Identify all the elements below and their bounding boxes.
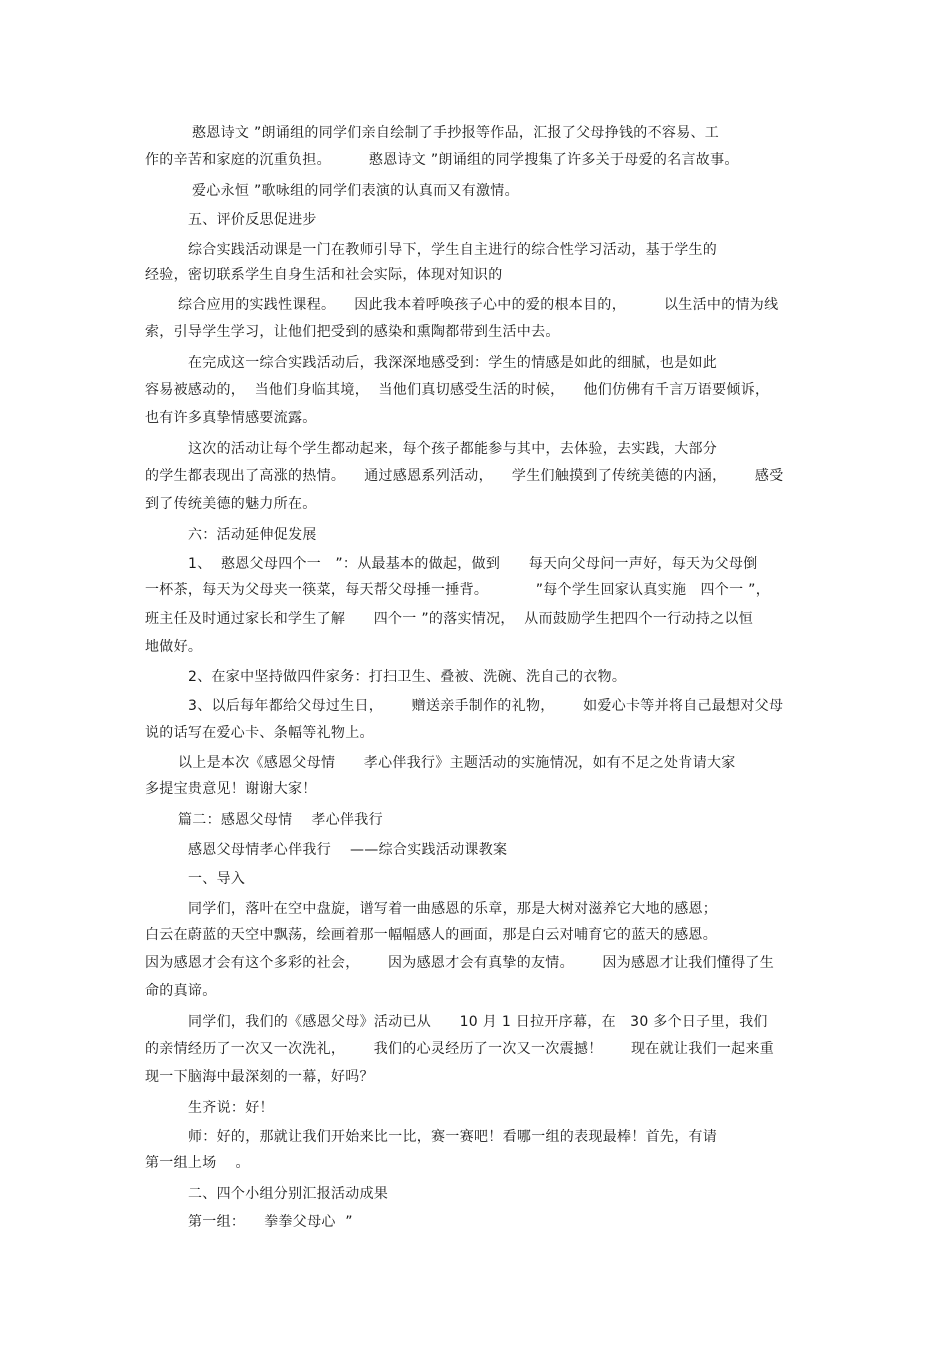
text-line: 现一下脑海中最深刻的一幕，好吗？	[145, 1069, 374, 1085]
text-line: 生齐说：好！	[188, 1100, 274, 1116]
lesson-title: 感恩父母情孝心伴我行 ——综合实践活动课教案	[188, 842, 508, 858]
text-line: 作的辛苦和家庭的沉重负担。 憨恩诗文 ”朗诵组的同学搜集了许多关于母爱的名言故事。	[145, 152, 739, 168]
text-line: 2、在家中坚持做四件家务：打扫卫生、叠被、洗碗、洗自己的衣物。	[188, 669, 627, 685]
text-line: 也有许多真挚情感要流露。	[145, 410, 317, 426]
text-line: 容易被感动的， 当他们身临其境， 当他们真切感受生活的时候， 他们仿佛有千言万语要倾诉，	[145, 382, 770, 398]
text-line: 地做好。	[145, 639, 203, 655]
text-line: 命的真谛。	[145, 983, 217, 999]
text-line: 一杯茶，每天为父母夹一筷菜，每天帮父母捶一捶背。 ”每个学生回家认真实施 四个一 ”，	[145, 582, 771, 598]
text-line: 师：好的，那就让我们开始来比一比，赛一赛吧！看哪一组的表现最棒！首先，有请	[188, 1129, 718, 1145]
text-line: 到了传统美德的魅力所在。	[145, 496, 317, 512]
text-line: 索，引导学生学习，让他们把受到的感染和熏陶都带到生活中去。	[145, 324, 560, 340]
text-line: 白云在蔚蓝的天空中飘荡，绘画着那一幅幅感人的画面，那是白云对哺育它的蓝天的感恩。	[145, 927, 717, 943]
text-line: 多提宝贵意见！谢谢大家！	[145, 781, 317, 797]
text-line: 憨恩诗文 ”朗诵组的同学们亲自绘制了手抄报等作品，汇报了父母挣钱的不容易、工	[192, 125, 720, 141]
text-line: 的亲情经历了一次又一次洗礼， 我们的心灵经历了一次又一次震撼！ 现在就让我们一起来重	[145, 1041, 774, 1057]
section-heading: 二、四个小组分别汇报活动成果	[188, 1186, 389, 1202]
text-line: 班主任及时通过家长和学生了解 四个一 ”的落实情况， 从而鼓励学生把四个一行动持之以恒	[145, 611, 754, 627]
text-line: 以上是本次《感恩父母情 孝心伴我行》主题活动的实施情况，如有不足之处肯请大家	[178, 755, 736, 771]
text-line: 第一组： 拳拳父母心 ”	[188, 1214, 353, 1230]
text-line: 这次的活动让每个学生都动起来，每个孩子都能参与其中，去体验，去实践，大部分	[188, 441, 718, 457]
text-line: 经验，密切联系学生自身生活和社会实际，体现对知识的	[145, 267, 503, 283]
text-line: 综合应用的实践性课程。 因此我本着呼唤孩子心中的爱的根本目的， 以生活中的情为线	[178, 297, 779, 313]
text-line: 在完成这一综合实践活动后，我深深地感受到：学生的情感是如此的细腻，也是如此	[188, 355, 718, 371]
text-line: 综合实践活动课是一门在教师引导下，学生自主进行的综合性学习活动，基于学生的	[188, 242, 718, 258]
text-line: 3、以后每年都给父母过生日， 赠送亲手制作的礼物， 如爱心卡等并将自己最想对父母	[188, 698, 784, 714]
text-line: 因为感恩才会有这个多彩的社会， 因为感恩才会有真挚的友情。 因为感恩才让我们懂得了生	[145, 955, 774, 971]
section-heading: 五、评价反思促进步	[188, 212, 317, 228]
text-line: 1、 憨恩父母四个一 ”：从最基本的做起，做到 每天向父母问一声好，每天为父母倒	[188, 556, 758, 572]
section-heading: 一、导入	[188, 871, 246, 887]
text-line: 第一组上场 。	[145, 1155, 250, 1171]
section-heading: 篇二：感恩父母情 孝心伴我行	[178, 812, 383, 828]
text-line: 爱心永恒 ”歌咏组的同学们表演的认真而又有激情。	[192, 183, 519, 199]
text-line: 的学生都表现出了高涨的热情。 通过感恩系列活动， 学生们触摸到了传统美德的内涵， 感受	[145, 468, 784, 484]
text-line: 同学们，落叶在空中盘旋，谱写着一曲感恩的乐章，那是大树对滋养它大地的感恩；	[188, 901, 718, 917]
section-heading: 六：活动延伸促发展	[188, 527, 317, 543]
text-line: 同学们，我们的《感恩父母》活动已从 10 月 1 日拉开序幕，在 30 多个日子里，我们	[188, 1014, 768, 1030]
text-line: 说的话写在爱心卡、条幅等礼物上。	[145, 725, 374, 741]
